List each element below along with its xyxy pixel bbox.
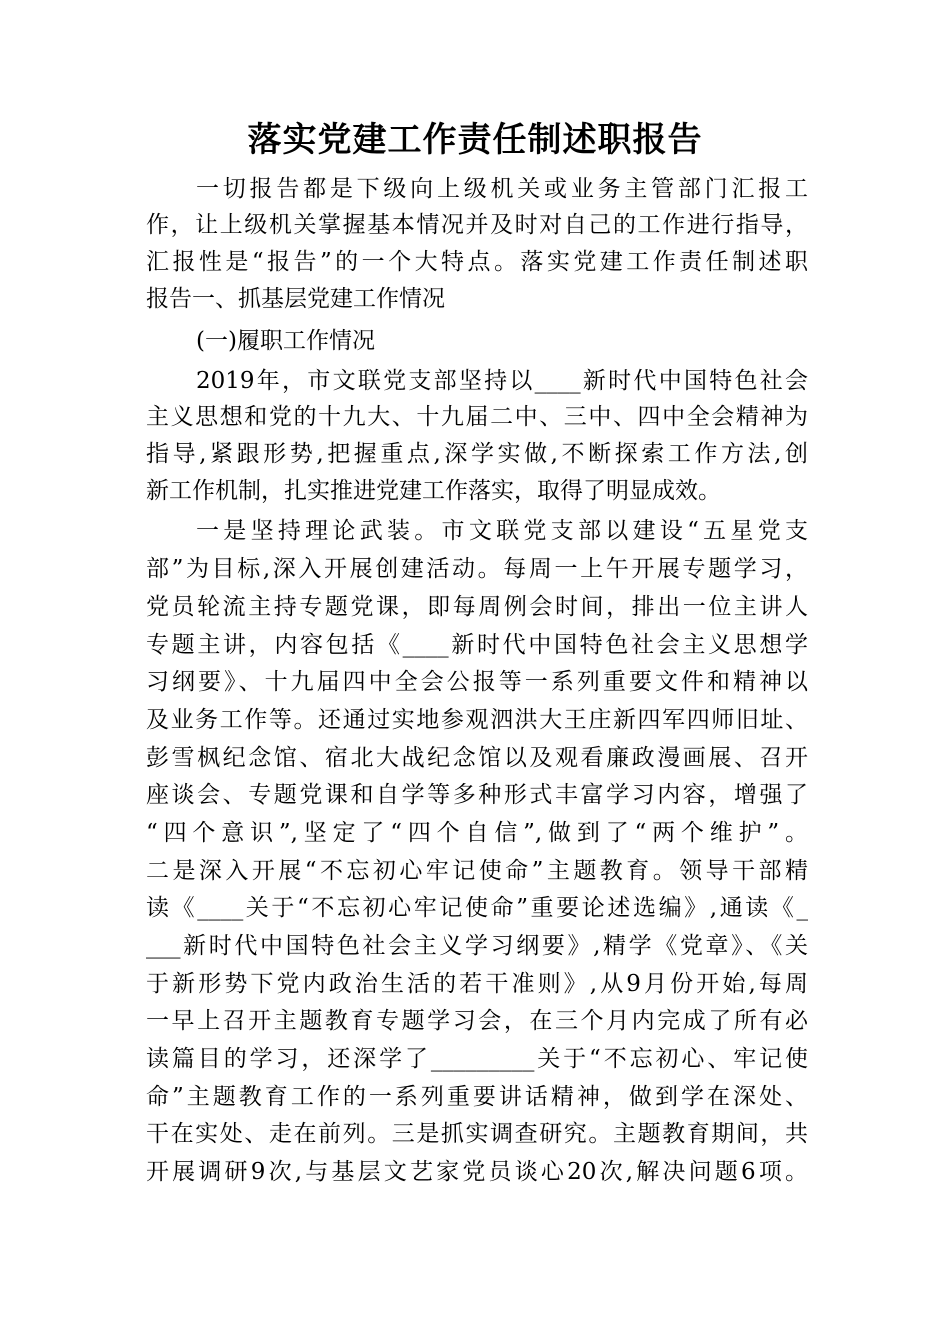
paragraph-line: 座谈会、专题党课和自学等多种形式丰富学习内容，增强了 (146, 782, 808, 808)
paragraph-line: 党员轮流主持专题党课，即每周例会时间，排出一位主讲人 (146, 594, 808, 620)
paragraph-line: 2019年，市文联党支部坚持以____新时代中国特色社会 (196, 368, 808, 394)
paragraph-line: 主义思想和党的十九大、十九届二中、三中、四中全会精神为 (146, 404, 808, 430)
paragraph-line: 于新形势下党内政治生活的若干准则》,从9月份开始,每周 (146, 971, 808, 997)
paragraph-line: 习纲要》、十九届四中全会公报等一系列重要文件和精神以 (146, 669, 808, 695)
paragraph-line: 读篇目的学习，还深学了_________关于“不忘初心、牢记使 (146, 1046, 808, 1072)
paragraph-line: 及业务工作等。还通过实地参观泗洪大王庄新四军四师旧址、 (146, 707, 808, 733)
paragraph-line: 一是坚持理论武装。市文联党支部以建设“五星党支 (196, 518, 808, 544)
paragraph-line: 专题主讲，内容包括《____新时代中国特色社会主义思想学 (146, 632, 808, 658)
paragraph-line: 一切报告都是下级向上级机关或业务主管部门汇报工 (196, 176, 808, 202)
paragraph-line: 干在实处、走在前列。三是抓实调查研究。主题教育期间，共 (146, 1121, 808, 1147)
paragraph-line: 汇报性是“报告”的一个大特点。落实党建工作责任制述职 (146, 249, 808, 275)
paragraph-line: 报告一、抓基层党建工作情况 (146, 286, 445, 312)
paragraph-line: 部”为目标,深入开展创建活动。每周一上午开展专题学习， (146, 556, 808, 582)
paragraph-line: 作，让上级机关掌握基本情况并及时对自己的工作进行指导， (146, 212, 808, 238)
paragraph-line: 指导,紧跟形势,把握重点,深学实做,不断探索工作方法,创 (146, 441, 808, 467)
paragraph-line: 命”主题教育工作的一系列重要讲话精神，做到学在深处、 (146, 1084, 808, 1110)
section-heading: (一)履职工作情况 (196, 328, 375, 354)
paragraph-line: ___新时代中国特色社会主义学习纲要》,精学《党章》、《关 (146, 933, 808, 959)
paragraph-line: “四个意识”,坚定了“四个自信”,做到了“两个维护”。 (146, 820, 808, 846)
document-title: 落实党建工作责任制述职报告 (247, 120, 703, 160)
paragraph-line: 二是深入开展“不忘初心牢记使命”主题教育。领导干部精 (146, 858, 808, 884)
paragraph-line: 彭雪枫纪念馆、宿北大战纪念馆以及观看廉政漫画展、召开 (146, 745, 808, 771)
paragraph-line: 新工作机制，扎实推进党建工作落实，取得了明显成效。 (146, 478, 721, 504)
paragraph-line: 读《____关于“不忘初心牢记使命”重要论述选编》,通读《_ (146, 895, 808, 921)
paragraph-line: 开展调研9次,与基层文艺家党员谈心20次,解决问题6项。 (146, 1159, 808, 1185)
paragraph-line: 一早上召开主题教育专题学习会，在三个月内完成了所有必 (146, 1008, 808, 1034)
